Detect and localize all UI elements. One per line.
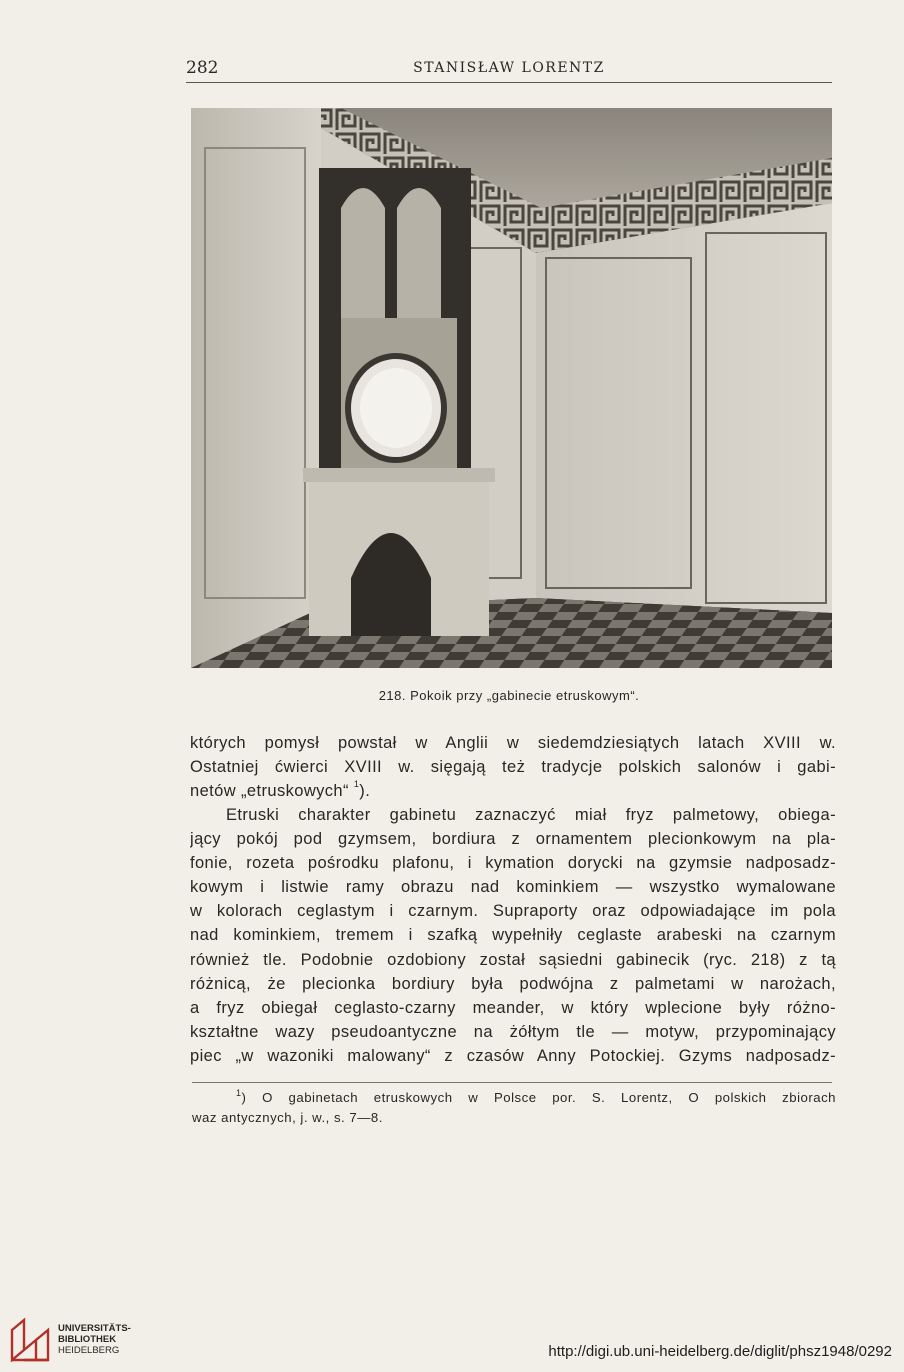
body-line: kowym i listwie ramy obrazu nad kominkiem — wszystko wymalowane <box>190 878 836 897</box>
body-line: różnicą, że plecionka bordiury była podwójna z palmetami w narożach, <box>190 974 836 993</box>
body-line: piec „w wazoniki malowany“ z czasów Anny Potockiej. Gzyms nadposadz- <box>190 1046 836 1065</box>
body-paragraph-2 <box>190 803 836 1068</box>
body-line: nad kominkiem, tremem i szafką wypełniły ceglaste arabeski na czarnym <box>190 926 836 945</box>
room-photo-illustration <box>191 108 832 668</box>
footnote-rule <box>192 1082 832 1083</box>
header-rule <box>186 82 832 83</box>
source-url-link[interactable]: http://digi.ub.uni-heidelberg.de/diglit/phsz1948/0292 <box>548 1343 892 1360</box>
footnote-line-text: ) O gabinetach etruskowych w Polsce por. S. Lorentz, O polskich zbiorach <box>241 1090 836 1105</box>
body-line: Ostatniej ćwierci XVIII w. sięgają też tradycje polskich salonów i gabi- <box>190 758 836 777</box>
body-line: a fryz obiegał ceglasto-czarny meander, w który wplecione były różno- <box>190 998 836 1017</box>
body-paragraph-1 <box>190 731 836 803</box>
library-name <box>58 1323 131 1356</box>
footnote-reference-tail: ). <box>359 782 371 801</box>
library-name-line: BIBLIOTHEK <box>58 1334 117 1345</box>
footnote-marker: 1 <box>236 1088 242 1098</box>
footnote <box>192 1088 836 1128</box>
running-head: STANISŁAW LORENTZ <box>413 60 605 76</box>
running-header <box>186 58 832 84</box>
footnote-line: waz antycznych, j. w., s. 7—8. <box>192 1110 383 1125</box>
body-line: w kolorach ceglastym i czarnym. Supraporty oraz odpowiadające im pola <box>190 902 836 921</box>
body-line: również tle. Podobnie ozdobiony został sąsiedni gabinecik (ryc. 218) z tą <box>190 950 836 969</box>
body-line-with-footnote-ref <box>190 779 836 803</box>
page-number: 282 <box>186 58 219 78</box>
body-line: których pomysł powstał w Anglii w siedemdziesiątych latach XVIII w. <box>190 734 836 752</box>
body-line: fonie, rozeta pośrodku plafonu, i kymation dorycki na gzymsie nadposadz- <box>190 854 836 873</box>
library-name-city: HEIDELBERG <box>58 1345 120 1356</box>
body-line: jący pokój pod gzymsem, bordiura z ornamentem plecionkowym na pla- <box>190 830 836 849</box>
figure-photograph <box>191 108 832 668</box>
body-line: Etruski charakter gabinetu zaznaczyć miał fryz palmetowy, obiega- <box>226 806 836 824</box>
library-name-line: UNIVERSITÄTS- <box>58 1323 131 1334</box>
body-line: kształtne wazy pseudoantyczne na żółtym tle — motyw, przypominający <box>190 1022 836 1041</box>
library-logo-icon[interactable] <box>8 1316 52 1364</box>
footnote-line <box>192 1088 836 1108</box>
figure-caption: 218. Pokoik przy „gabinecie etruskowym“. <box>378 688 640 703</box>
footnote-reference[interactable]: 1 <box>353 779 360 790</box>
body-line-text: netów „etruskowych“ <box>190 782 349 801</box>
